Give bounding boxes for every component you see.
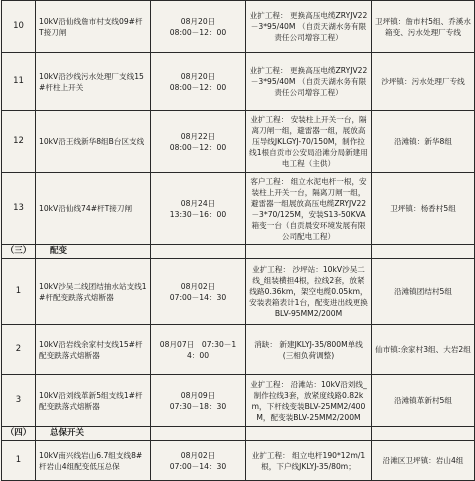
equipment-name: 10kV沿王线新华8组B台区支线 <box>36 111 151 173</box>
row-number: 12 <box>2 111 36 173</box>
equipment-name: 10kV南兴线岩山6.7组支线8#杆岩山4组配变低压总保 <box>36 441 151 481</box>
row-number: 10 <box>2 1 36 53</box>
table-row <box>2 1 475 53</box>
outage-time: 08月02日 07:00－14：30 <box>151 441 246 481</box>
equipment-name: 10kV沿刘线革新5组支线1#杆配变跌落式熔断器 <box>36 375 151 427</box>
work-content: 业扩工程： 组立电杆190*12m/1根，下户线JKLYJ-35/80m； <box>246 441 372 481</box>
affected-area: 沿滩镇革新村5组 <box>372 375 475 427</box>
section-header <box>2 245 475 259</box>
table-row <box>2 441 475 481</box>
outage-time: 08月20日 08:00－12：00 <box>151 1 246 53</box>
section-title: 总保开关 <box>36 427 151 441</box>
outage-time: 08月22日 08:00－12：00 <box>151 111 246 173</box>
table-row <box>2 173 475 245</box>
section-number: （四） <box>2 427 36 441</box>
row-number: 13 <box>2 173 36 245</box>
affected-area: 沙坪镇：污水处理厂专线 <box>372 53 475 111</box>
row-number: 1 <box>2 441 36 481</box>
outage-time: 08月07日 07:30－14：00 <box>151 325 246 375</box>
table-row <box>2 53 475 111</box>
equipment-name: 10kV沿岩线余家村支线15#杆配变跌落式熔断器 <box>36 325 151 375</box>
table-row <box>2 111 475 173</box>
section-header <box>2 427 475 441</box>
table-row <box>2 325 475 375</box>
equipment-name: 10kV沿沙线污水处理厂支线15#杆柱上开关 <box>36 53 151 111</box>
equipment-name: 10kV沙吴二线团结抽水站支线1#杆配变跌落式熔断器 <box>36 259 151 325</box>
outage-time: 08月24日 13:30－16：00 <box>151 173 246 245</box>
table-row <box>2 375 475 427</box>
affected-area: 沿滩镇团结村5组 <box>372 259 475 325</box>
work-content: 业扩工程： 沿滩站：10kV沿刘线_制作拉线3套，放紧度线路0.82km，下杆线变装BLV-25MM2/400M，配变装BLV-25MM2/200M <box>246 375 372 427</box>
equipment-name: 10kV沿仙线詹市村支线09#杆T接刀闸 <box>36 1 151 53</box>
section-number: （三） <box>2 245 36 259</box>
affected-area: 沿滩区卫坪镇：岩山4组 <box>372 441 475 481</box>
row-number: 2 <box>2 325 36 375</box>
table-row <box>2 259 475 325</box>
row-number: 1 <box>2 259 36 325</box>
row-number: 3 <box>2 375 36 427</box>
affected-area: 沿滩镇：新华8组 <box>372 111 475 173</box>
work-content: 业扩工程： 安装柱上开关一台，隔离刀闸一组，避雷器一组，展放高压导线JKLGYJ-70/150M，制作拉线1根自贡市公安局沿滩分局新建用电工程（主供） <box>246 111 372 173</box>
affected-area: 卫坪镇：詹市村5组、乔溪水箱变、污水处理厂专线 <box>372 1 475 53</box>
outage-time: 08月20日 08:00－12：00 <box>151 53 246 111</box>
work-content: 业扩工程： 更换高压电缆ZRYJV22－3*95/40M （自贡天湖水务有限责任公司增容工程） <box>246 53 372 111</box>
work-content: 业扩工程： 沙坪站：10kV沙吴二线_组装横担4根，拉线2套，放紧线路0.36km，架空电缆0.05km，安装表箱表计1台，配变进出线更换BLV-95MM2/200M <box>246 259 372 325</box>
affected-area: 卫坪镇：杨香村5组 <box>372 173 475 245</box>
equipment-name: 10kV沿仙线74#杆T接刀闸 <box>36 173 151 245</box>
row-number: 11 <box>2 53 36 111</box>
section-title: 配变 <box>36 245 151 259</box>
outage-time: 08月02日 07:00－14：30 <box>151 259 246 325</box>
affected-area: 仙市镇:余家村3组、大岩2组 <box>372 325 475 375</box>
outage-time: 08月09日 07:30－18：30 <box>151 375 246 427</box>
work-content: 客户工程： 组立水泥电杆一根，安装柱上开关一台，隔离刀闸一组，避雷器一组展放高压电缆ZRYJV22－3*70/125M，安装S13-50KVA箱变一台（自贡晨安环境发展有限公司配电工程） <box>246 173 372 245</box>
work-content: 业扩工程： 更换高压电缆ZRYJV22－3*95/40M （自贡天湖水务有限责任公司增容工程） <box>246 1 372 53</box>
work-content: 消缺： 新建JKLYJ-35/800M单线(三相负荷调整) <box>246 325 372 375</box>
outage-schedule-table <box>1 0 475 481</box>
